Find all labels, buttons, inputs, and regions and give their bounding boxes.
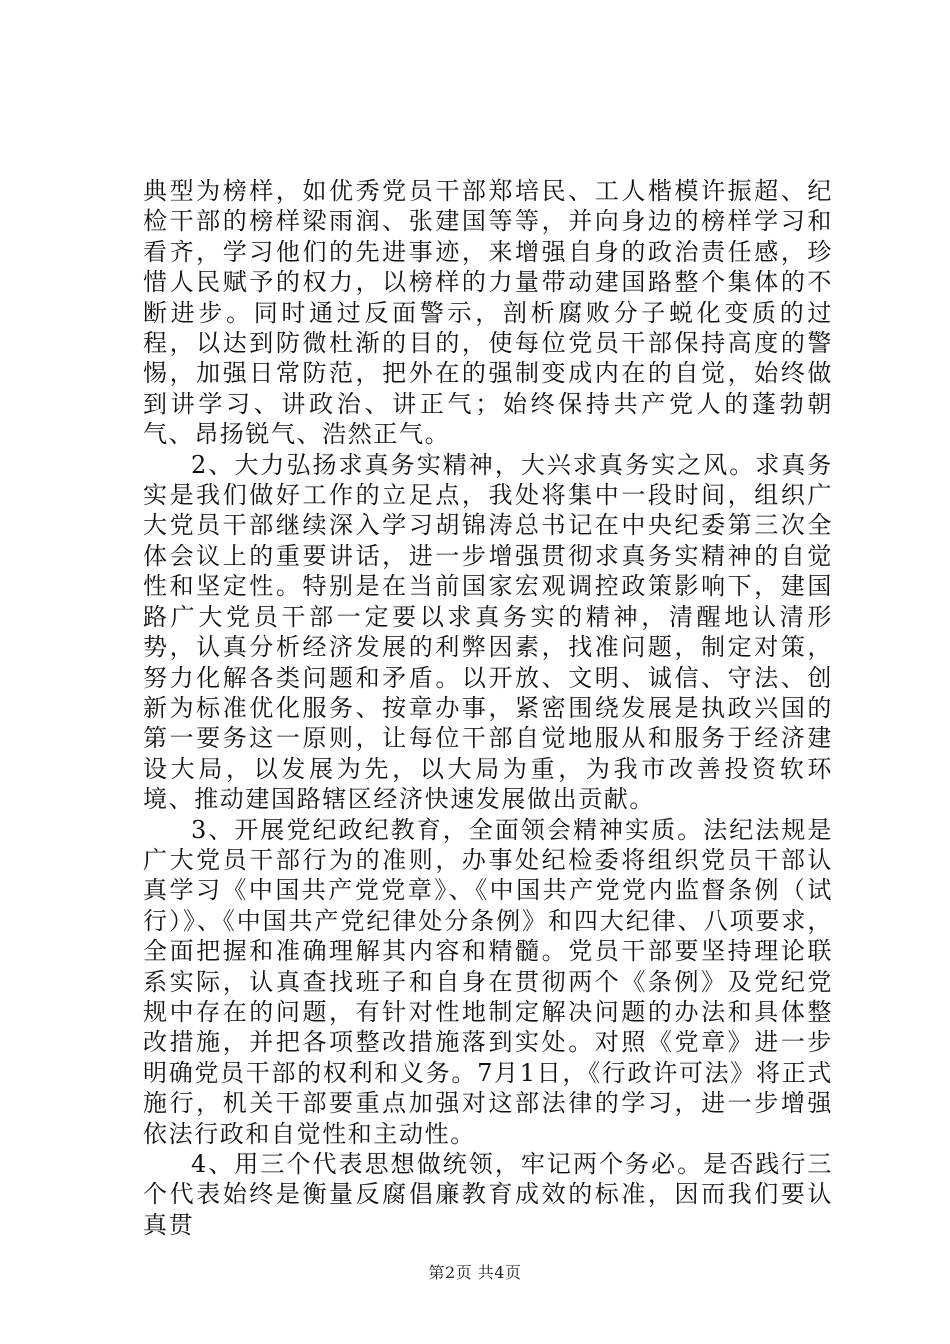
paragraph-item-3: 3、开展党纪政纪教育，全面领会精神实质。法纪法规是广大党员干部行为的准则，办事处纪检委将组织党员干部认真学习《中国共产党党章》、《中国共产党党内监督条例（试行）》、《中国共产党纪律处分条例》和四大纪律、八项要求，全面把握和准确理解其内容和精髓。党员干部要坚持理论联系实际，认真查找班子和自身在贯彻两个《条例》及党纪党规中存在的问题，有针对性地制定解决问题的办法和具体整改措施，并把各项整改措施落到实处。对照《党章》进一步明确党员干部的权利和义务。7月1日，《行政许可法》将正式施行，机关干部要重点加强对这部法律的学习，进一步增强依法行政和自觉性和主动性。 xyxy=(143,815,833,1148)
paragraph-continued: 典型为榜样，如优秀党员干部郑培民、工人楷模许振超、纪检干部的榜样梁雨润、张建国等等，并向身边的榜样学习和看齐，学习他们的先进事迹，来增强自身的政治责任感，珍惜人民赋予的权力，以榜样的力量带动建国路整个集体的不断进步。同时通过反面警示，剖析腐败分子蜕化变质的过程，以达到防微杜渐的目的，使每位党员干部保持高度的警惕，加强日常防范，把外在的强制变成内在的自觉，始终做到讲学习、讲政治、讲正气；始终保持共产党人的蓬勃朝气、昂扬锐气、浩然正气。 xyxy=(143,177,833,449)
document-body xyxy=(143,176,833,1240)
page-number-footer: 第2页 共4页 xyxy=(428,1263,522,1282)
paragraph-item-4: 4、用三个代表思想做统领，牢记两个务必。是否践行三个代表始终是衡量反腐倡廉教育成效的标准，因而我们要认真贯 xyxy=(143,1150,833,1239)
paragraph-item-2: 2、大力弘扬求真务实精神，大兴求真务实之风。求真务实是我们做好工作的立足点，我处将集中一段时间，组织广大党员干部继续深入学习胡锦涛总书记在中央纪委第三次全体会议上的重要讲话，进一步增强贯彻求真务实精神的自觉性和坚定性。特别是在当前国家宏观调控政策影响下，建国路广大党员干部一定要以求真务实的精神，清醒地认清形势，认真分析经济发展的利弊因素，找准问题，制定对策，努力化解各类问题和矛盾。以开放、文明、诚信、守法、创新为标准优化服务、按章办事，紧密围绕发展是执政兴国的第一要务这一原则，让每位干部自觉地服从和服务于经济建设大局，以发展为先，以大局为重，为我市改善投资软环境、推动建国路辖区经济快速发展做出贡献。 xyxy=(143,450,833,814)
